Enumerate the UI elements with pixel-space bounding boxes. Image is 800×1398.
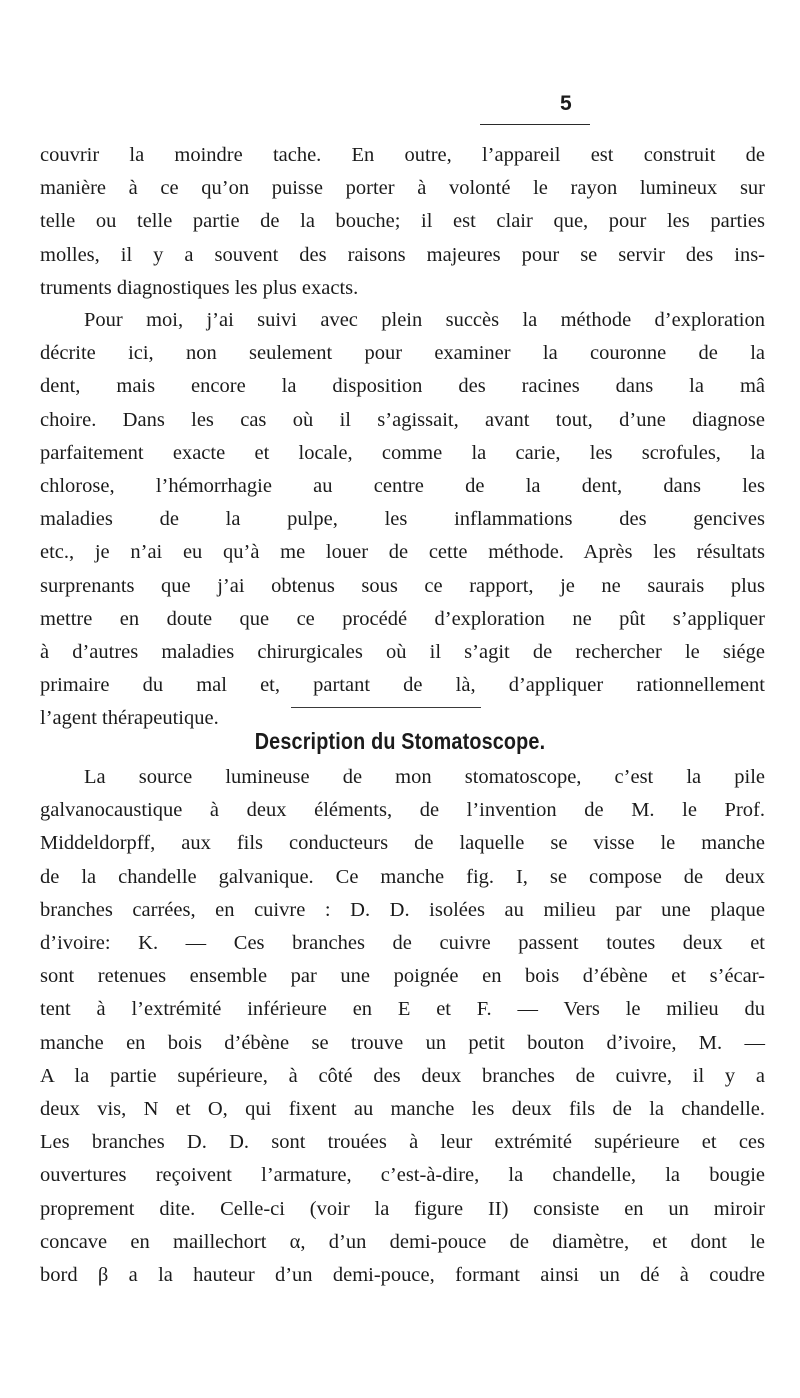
- text-line: Middeldorpff, aux fils conducteurs de laquelle se visse le manche: [40, 832, 765, 855]
- text-line: truments diagnostiques les plus exacts.: [40, 276, 359, 299]
- text-line: l’agent thérapeutique.: [40, 707, 219, 730]
- header-rule: [480, 124, 590, 125]
- text-line: concave en maillechort α, d’un demi-pouce de diamètre, et dont le: [40, 1230, 765, 1253]
- text-line: Les branches D. D. sont trouées à leur extrémité supérieure et ces: [40, 1131, 765, 1154]
- paragraph-2: [40, 304, 765, 736]
- text-line: bord β a la hauteur d’un demi-pouce, formant ainsi un dé à coudre: [40, 1264, 765, 1287]
- text-line: à d’autres maladies chirurgicales où il s’agit de rechercher le siége: [40, 641, 765, 664]
- text-line: deux vis, N et O, qui fixent au manche les deux fils de la chandelle.: [40, 1098, 765, 1121]
- text-line: décrite ici, non seulement pour examiner la couronne de la: [40, 342, 765, 365]
- paragraph-1: [40, 139, 765, 305]
- text-line: tent à l’extrémité inférieure en E et F. — Vers le milieu du: [40, 998, 765, 1021]
- text-line: Pour moi, j’ai suivi avec plein succès la méthode d’exploration: [84, 309, 765, 331]
- text-line: etc., je n’ai eu qu’à me louer de cette méthode. Après les résultats: [40, 541, 765, 564]
- text-line: molles, il y a souvent des raisons majeures pour se servir des ins-: [40, 243, 765, 266]
- text-line: d’ivoire: K. — Ces branches de cuivre passent toutes deux et: [40, 932, 765, 955]
- text-line: telle ou telle partie de la bouche; il est clair que, pour les parties: [40, 210, 765, 233]
- text-line: branches carrées, en cuivre : D. D. isolées au milieu par une plaque: [40, 898, 765, 921]
- text-line: galvanocaustique à deux éléments, de l’invention de M. le Prof.: [40, 799, 765, 822]
- text-line: sont retenues ensemble par une poignée en bois d’ébène et s’écar-: [40, 965, 765, 988]
- paragraph-3: [40, 761, 765, 1292]
- text-line: chlorose, l’hémorrhagie au centre de la dent, dans les: [40, 475, 765, 498]
- text-line: proprement dite. Celle-ci (voir la figure II) consiste en un miroir: [40, 1197, 765, 1220]
- text-line: primaire du mal et, partant de là, d’appliquer rationnellement: [40, 674, 765, 697]
- text-line: couvrir la moindre tache. En outre, l’appareil est construit de: [40, 144, 765, 166]
- text-line: La source lumineuse de mon stomatoscope, c’est la pile: [84, 766, 765, 788]
- text-line: parfaitement exacte et locale, comme la carie, les scrofules, la: [40, 441, 765, 464]
- text-line: dent, mais encore la disposition des racines dans la mâ: [40, 375, 765, 398]
- text-line: choire. Dans les cas où il s’agissait, avant tout, d’une diagnose: [40, 408, 765, 431]
- page-number: 5: [560, 92, 572, 115]
- text-line: A la partie supérieure, à côté des deux branches de cuivre, il y a: [40, 1064, 765, 1087]
- text-line: surprenants que j’ai obtenus sous ce rapport, je ne saurais plus: [40, 574, 765, 597]
- text-line: manche en bois d’ébène se trouve un petit bouton d’ivoire, M. —: [40, 1031, 765, 1054]
- text-line: ouvertures reçoivent l’armature, c’est-à-dire, la chandelle, la bougie: [40, 1164, 765, 1187]
- section-heading: Description du Stomatoscope.: [254, 728, 546, 754]
- text-line: maladies de la pulpe, les inflammations des gencives: [40, 508, 765, 531]
- text-line: de la chandelle galvanique. Ce manche fig. I, se compose de deux: [40, 865, 765, 888]
- text-line: mettre en doute que ce procédé d’exploration ne pût s’appliquer: [40, 607, 765, 630]
- section-divider: [291, 707, 481, 708]
- text-line: manière à ce qu’on puisse porter à volonté le rayon lumineux sur: [40, 177, 765, 200]
